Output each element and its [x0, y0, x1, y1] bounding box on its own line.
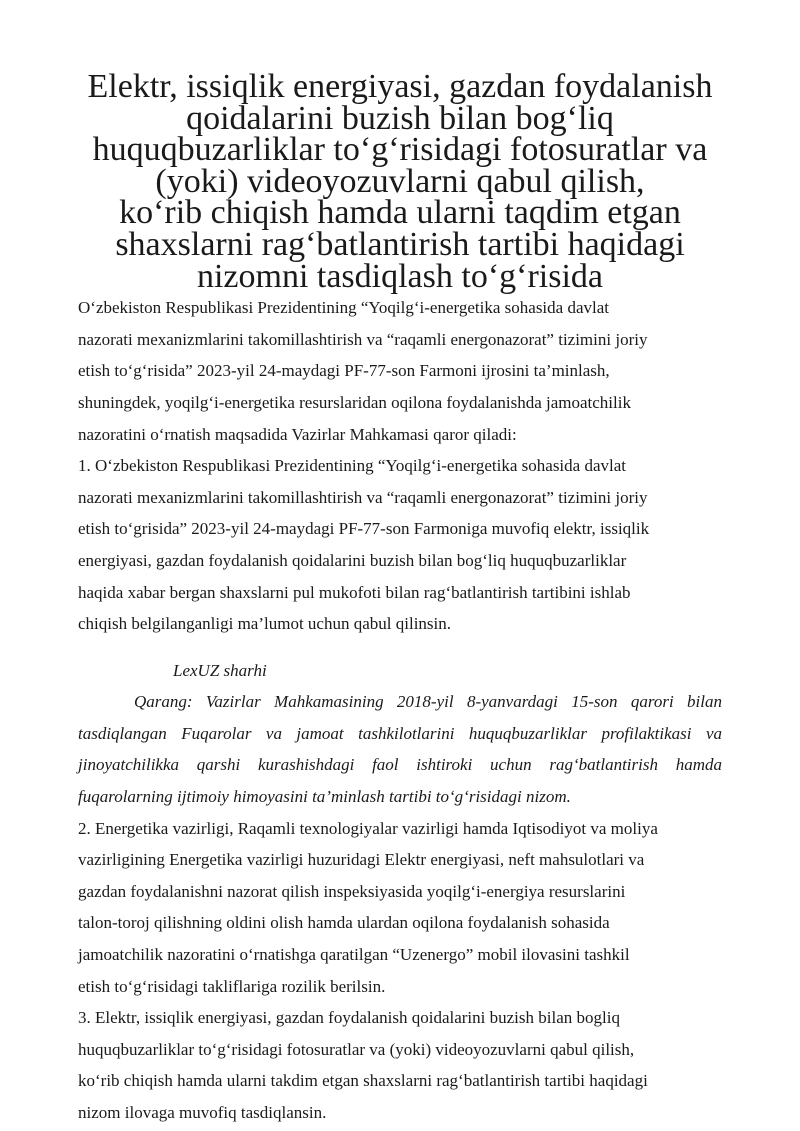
item-1-paragraph: [78, 450, 722, 640]
text-line: nazorati mexanizmlarini takomillashtirish va “raqamli energonazorat” tizimini joriy: [78, 329, 648, 349]
text-line: gazdan foydalanishni nazorat qilish inspeksiyasida yoqilg‘i-energiya resurslarini: [78, 881, 626, 901]
text-line: etish to‘grisida” 2023-yil 24-maydagi PF-77-son Farmoniga muvofiq elektr, issiqlik: [78, 519, 650, 539]
text-line: etish to‘g‘risidagi takliflariga rozilik berilsin.: [78, 976, 386, 996]
text-line: tasdiqlangan Fuqarolar va jamoat tashkilotlarini huquqbuzarliklar profilaktikasi va: [78, 723, 722, 743]
text-line: haqida xabar bergan shaxslarni pul mukofoti bilan rag‘batlantirish tartibini ishlab: [78, 582, 631, 602]
text-line: vazirligining Energetika vazirligi huzuridagi Elektr energiyasi, neft mahsulotlari va: [78, 850, 645, 870]
title-line: huquqbuzarliklar to‘g‘risidagi fotosuratlar va (yoki) videoyozuvlarni qabul qilish,: [92, 131, 708, 200]
text-line: energiyasi, gazdan foydalanish qoidalarini buzish bilan bog‘liq huquqbuzarliklar: [78, 550, 627, 570]
text-line: fuqarolarning ijtimoiy himoyasini ta’minlash tartibi to‘g‘risidagi nizom.: [78, 787, 571, 807]
text-line: etish to‘g‘risida” 2023-yil 24-maydagi PF-77-son Farmoni ijrosini ta’minlash,: [78, 361, 610, 381]
text-line: talon-toroj qilishning oldini olish hamda ulardan oqilona foydalanish sohasida: [78, 913, 610, 933]
text-line: huquqbuzarliklar to‘g‘risidagi fotosuratlar va (yoki) videoyozuvlarni qabul qilish,: [78, 1039, 635, 1059]
text-line: ko‘rib chiqish hamda ularni takdim etgan shaxslarni rag‘batlantirish tartibi haqidagi: [78, 1071, 648, 1091]
commentary-text: [78, 686, 722, 812]
text-line: Qarang: Vazirlar Mahkamasining 2018-yil 8-yanvardagi 15-son qarori bilan: [134, 692, 722, 712]
title-line: nizomni tasdiqlash to‘g‘risida: [196, 257, 604, 295]
title-line: ko‘rib chiqish hamda ularni taqdim etgan shaxslarni rag‘batlantirish tartibi haqidagi: [115, 194, 685, 263]
commentary-heading: LexUZ sharhi: [173, 660, 267, 680]
text-line: 2. Energetika vazirligi, Raqamli texnologiyalar vazirligi hamda Iqtisodiyot va moliya: [78, 818, 658, 838]
text-line: 1. O‘zbekiston Respublikasi Prezidentining “Yoqilg‘i-energetika sohasida davlat: [78, 456, 626, 476]
text-line: nizom ilovaga muvofiq tasdiqlansin.: [78, 1103, 327, 1122]
item-2-paragraph: [78, 813, 722, 1003]
text-line: 3. Elektr, issiqlik energiyasi, gazdan foydalanish qoidalarini buzish bilan bogliq: [78, 1008, 620, 1028]
text-line: nazoratini o‘rnatish maqsadida Vazirlar Mahkamasi qaror qiladi:: [78, 424, 517, 444]
text-line: jinoyatchilikka qarshi kurashishdagi faol ishtiroki uchun rag‘batlantirish hamda: [78, 755, 722, 775]
text-line: chiqish belgilanganligi ma’lumot uchun qabul qilinsin.: [78, 614, 452, 634]
title-line: Elektr, issiqlik energiyasi, gazdan foydalanish qoidalarini buzish bilan bog‘liq: [87, 68, 713, 137]
preamble-paragraph: [78, 292, 722, 450]
text-line: jamoatchilik nazoratini o‘rnatishga qaratilgan “Uzenergo” mobil ilovasini tashkil: [78, 945, 630, 965]
text-line: shuningdek, yoqilg‘i-energetika resurslaridan oqilona foydalanishda jamoatchilik: [78, 392, 631, 412]
document-title: [78, 68, 722, 295]
item-3-paragraph: [78, 1002, 722, 1128]
text-line: nazorati mexanizmlarini takomillashtirish va “raqamli energonazorat” tizimini joriy: [78, 487, 648, 507]
text-line: O‘zbekiston Respublikasi Prezidentining “Yoqilg‘i-energetika sohasida davlat: [78, 298, 609, 318]
